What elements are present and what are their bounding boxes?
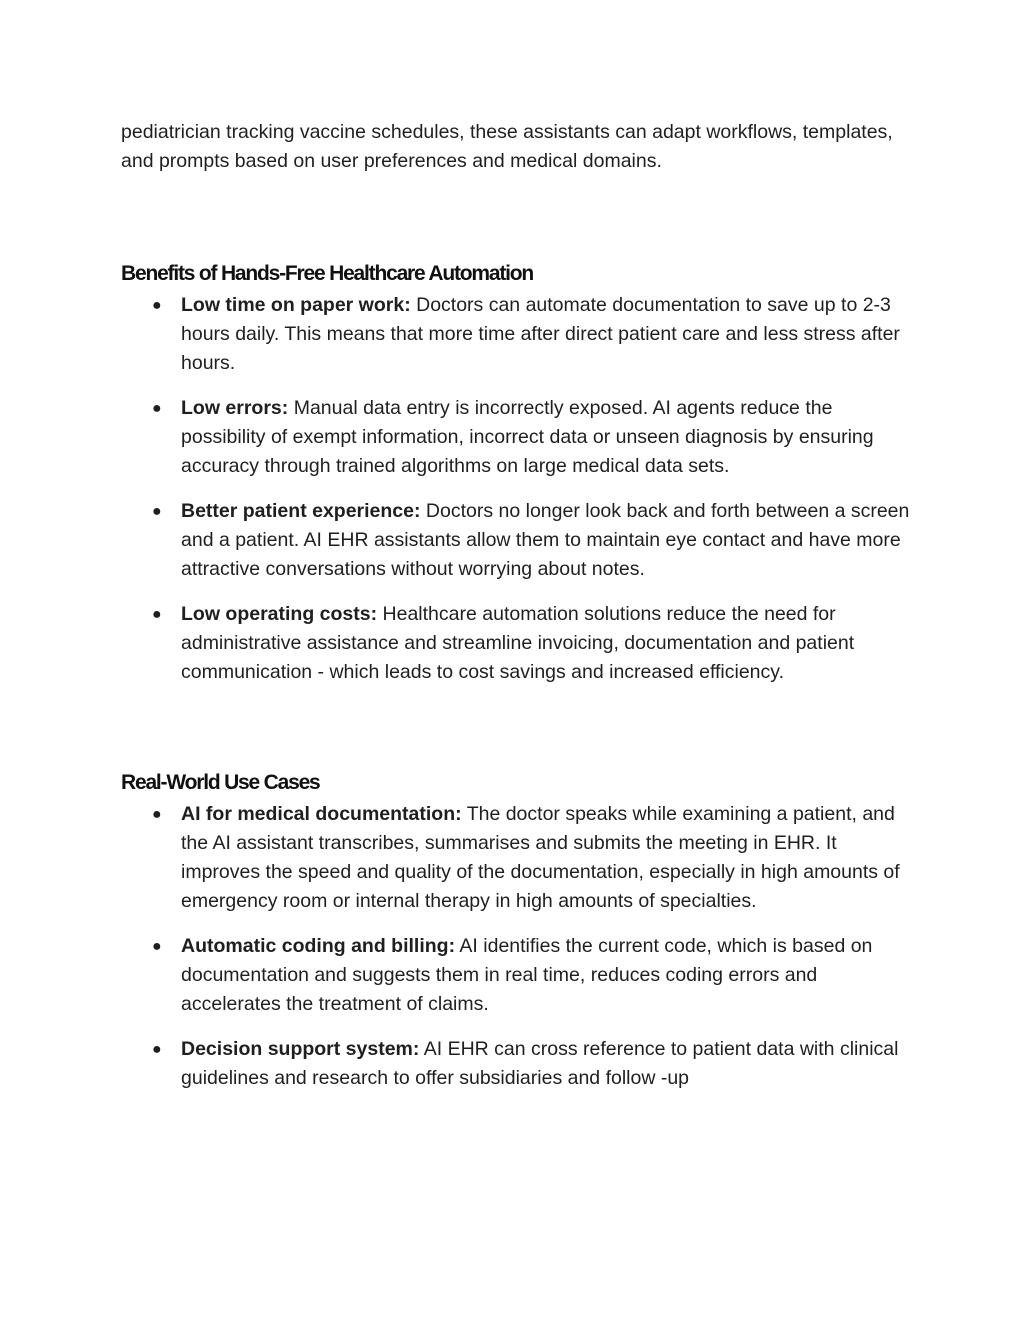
list-item — [121, 394, 911, 481]
list-item-text: Manual data entry is incorrectly exposed. AI agents reduce the possibility of exempt information, incorrect data or unseen diagnosis by ensuring accuracy through trained algorithms on large medical data sets. — [181, 397, 874, 477]
list-item-text: Doctors can automate documentation to save up to 2-3 hours daily. This means that more time after direct patient care and less stress after hours. — [181, 294, 900, 374]
bullet-icon: ● — [152, 400, 162, 417]
bullet-icon: ● — [152, 297, 162, 314]
list-item — [121, 932, 911, 1019]
use-cases-list — [121, 800, 911, 1093]
list-item — [121, 291, 911, 378]
list-item-title: Automatic coding and billing: — [181, 935, 456, 957]
list-item-title: Decision support system: — [181, 1038, 420, 1060]
list-item — [121, 497, 911, 584]
list-item-text: The doctor speaks while examining a patient, and the AI assistant transcribes, summarises and submits the meeting in EHR. It improves the speed and quality of the documentation, especially in high amounts of emergency room or internal therapy in high amounts of specialties. — [181, 803, 900, 912]
intro-paragraph: pediatrician tracking vaccine schedules, these assistants can adapt workflows, templates, and prompts based on user preferences and medical domains. — [121, 121, 893, 172]
bullet-icon: ● — [152, 606, 162, 623]
bullet-icon: ● — [152, 1041, 162, 1058]
benefits-list — [121, 291, 911, 687]
list-item-title: Better patient experience: — [181, 500, 421, 522]
list-item-title: Low errors: — [181, 397, 289, 419]
list-item-title: AI for medical documentation: — [181, 803, 462, 825]
list-item-text: AI EHR can cross reference to patient data with clinical guidelines and research to offer subsidiaries and follow -up — [181, 1038, 899, 1089]
bullet-icon: ● — [152, 503, 162, 520]
list-item-title: Low operating costs: — [181, 603, 378, 625]
list-item-text: Healthcare automation solutions reduce the need for administrative assistance and streamline invoicing, documentation and patient communication - which leads to cost savings and increased efficiency. — [181, 603, 855, 683]
list-item-text: Doctors no longer look back and forth between a screen and a patient. AI EHR assistants allow them to maintain eye contact and have more attractive conversations without worrying about notes. — [181, 500, 910, 580]
list-item — [121, 800, 911, 916]
list-item — [121, 600, 911, 687]
use-cases-heading: Real-World Use Cases — [121, 771, 320, 794]
bullet-icon: ● — [152, 938, 162, 955]
list-item — [121, 1035, 911, 1093]
document-page — [121, 118, 911, 1093]
benefits-heading: Benefits of Hands-Free Healthcare Automation — [121, 262, 533, 285]
list-item-title: Low time on paper work: — [181, 294, 411, 316]
list-item-text: AI identifies the current code, which is based on documentation and suggests them in real time, reduces coding errors and accelerates the treatment of claims. — [181, 935, 873, 1015]
bullet-icon: ● — [152, 806, 162, 823]
